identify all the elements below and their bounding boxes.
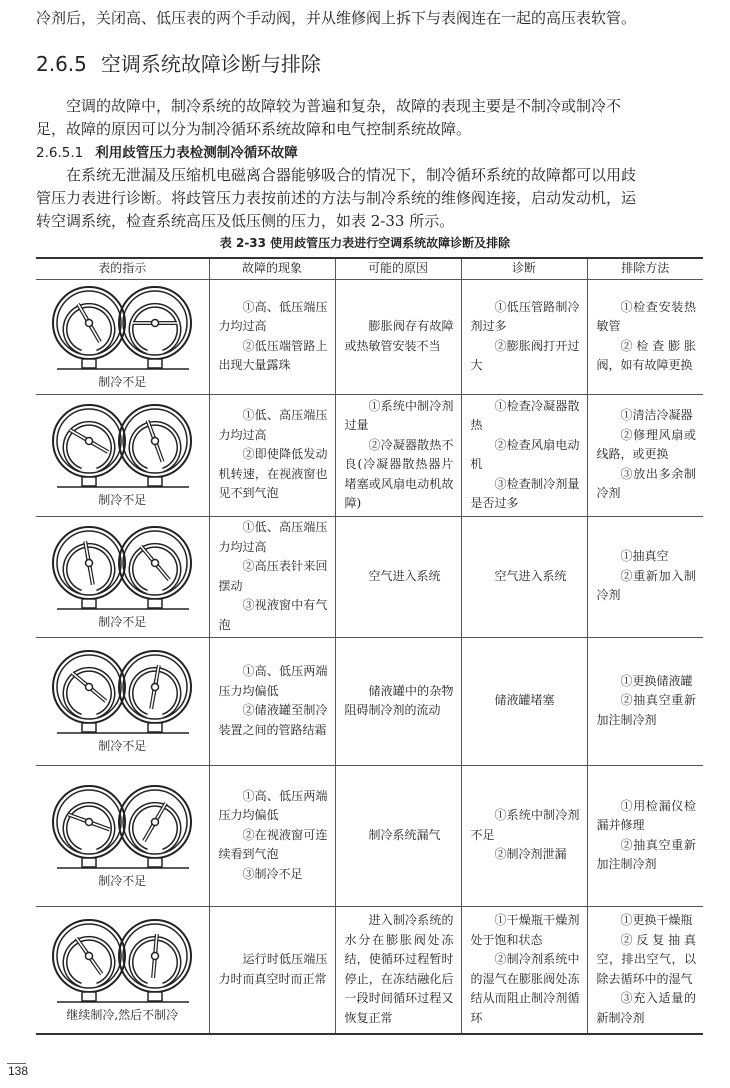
header-cause: 可能的原因 [335, 258, 461, 279]
subsection-title: 利用歧管压力表检测制冷循环故障 [95, 145, 298, 161]
diagnosis-text: 空气进入系统 [494, 568, 567, 583]
cause-cell [335, 637, 461, 765]
indication-cell [36, 279, 209, 394]
paragraph-line: 在系统无泄漏及压缩机电磁离合器能够吸合的情况下，制冷循环系统的故障都可以用歧 [66, 166, 637, 184]
remedy-text: ③放出多余制冷剂 [596, 466, 696, 501]
high-pressure-gauge-icon [119, 287, 191, 368]
indication-cell [36, 394, 209, 516]
cause-text: 进入制冷系统的水分在膨胀阀处冻结，使循环过程暂时停止，在冻结融化后一段时间循环过程又恢复正常 [344, 913, 454, 1025]
diagnosis-text: ②检查风扇电动机 [470, 437, 580, 471]
remedy-text: ①检查安装热敏管 [596, 299, 696, 333]
cause-cell [335, 906, 461, 1034]
manifold-gauges-icon [37, 281, 207, 371]
symptom-text: ②低压端管路上出现大量露珠 [218, 338, 328, 372]
diagnosis-text: 储液罐堵塞 [494, 693, 555, 708]
page-number: 138 [8, 1064, 29, 1078]
remedy-text: ②抽真空重新加注制冷剂 [596, 837, 696, 871]
header-symptom: 故障的现象 [209, 258, 335, 279]
symptom-text: ③制冷不足 [242, 866, 303, 881]
cause-text: 空气进入系统 [368, 568, 441, 583]
diagnosis-cell [461, 906, 587, 1034]
table-row [36, 279, 703, 394]
cause-text: ②冷凝器散热不良(冷凝器散热器片堵塞或风扇电动机故障) [344, 437, 454, 510]
symptom-text: ①高、低压端压力均过高 [218, 299, 328, 333]
remedy-text: ①清洁冷凝器 [620, 408, 693, 423]
diagnosis-cell [461, 516, 587, 637]
table-row [36, 516, 703, 637]
indication-label: 制冷不足 [98, 614, 147, 629]
section-number: 2.6.5 [36, 52, 87, 76]
symptom-cell [209, 637, 335, 765]
symptom-text: ②高压表针来回摆动 [218, 559, 328, 593]
header-diagnosis: 诊断 [461, 258, 587, 279]
paragraph-line: 转空调系统，检查系统高压及低压侧的压力，如表 2-33 所示。 [36, 212, 455, 230]
high-pressure-gauge-icon [119, 405, 191, 486]
manifold-gauges-icon [37, 399, 207, 489]
diagnosis-text: ①检查冷凝器散热 [470, 398, 580, 432]
subsection-heading [36, 141, 298, 161]
header-indication: 表的指示 [36, 258, 209, 279]
table-header-row [36, 258, 703, 279]
remedy-text: ①更换干燥瓶 [620, 913, 693, 928]
diagnosis-cell [461, 394, 587, 516]
remedy-text: ①抽真空 [620, 549, 669, 564]
indication-label: 制冷不足 [98, 374, 147, 389]
diagnosis-text: ①低压管路制冷剂过多 [470, 299, 580, 333]
diagnosis-text: ②制冷剂泄漏 [494, 847, 567, 862]
cause-text: 膨胀阀存有故障或热敏管安装不当 [344, 319, 454, 353]
symptom-text: ②储液罐至制冷装置之间的管路结霜 [218, 703, 328, 737]
diagnosis-text: ③检查制冷剂量是否过多 [470, 476, 580, 510]
cause-cell [335, 394, 461, 516]
symptom-text: ②即使降低发动机转速，在视液窗也见不到气泡 [218, 447, 328, 501]
symptom-cell [209, 765, 335, 906]
symptom-text: ①低、高压端压力均过高 [218, 408, 328, 442]
diagnosis-cell [461, 279, 587, 394]
remedy-text: ②抽真空重新加注制冷剂 [596, 693, 696, 727]
intro-line: 冷剂后，关闭高、低压表的两个手动阀，并从维修阀上拆下与表阀连在一起的高压表软管。 [36, 9, 637, 27]
table-row [36, 906, 703, 1034]
symptom-text: ①高、低压两端压力均偏低 [218, 788, 328, 823]
manifold-gauges-icon [37, 914, 207, 1004]
low-pressure-gauge-icon [53, 287, 125, 368]
diagnosis-text: ②膨胀阀打开过大 [470, 338, 580, 372]
indication-label: 继续制冷,然后不制冷 [66, 1008, 179, 1022]
remedy-cell [587, 516, 703, 637]
indication-label: 制冷不足 [98, 739, 147, 754]
remedy-text: ②检查膨胀阀，如有故障更换 [596, 338, 696, 372]
table-row [36, 394, 703, 516]
diagnosis-table [36, 257, 703, 1035]
low-pressure-gauge-icon [53, 405, 125, 486]
high-pressure-gauge-icon [119, 920, 191, 1001]
indication-cell [36, 906, 209, 1034]
indication-cell [36, 516, 209, 637]
indication-label: 制冷不足 [98, 873, 147, 888]
manifold-gauges-icon [37, 521, 207, 611]
remedy-text: ①用检漏仪检漏并修理 [596, 798, 696, 832]
diagnosis-cell [461, 637, 587, 765]
table-row [36, 765, 703, 906]
symptom-cell [209, 394, 335, 516]
symptom-text: ①低、高压端压力均过高 [218, 520, 328, 554]
cause-text: 制冷系统漏气 [368, 827, 441, 842]
remedy-text: ②修理风扇或线路，或更换 [596, 427, 696, 462]
cause-cell [335, 765, 461, 906]
high-pressure-gauge-icon [119, 651, 191, 732]
remedy-cell [587, 394, 703, 516]
remedy-cell [587, 279, 703, 394]
low-pressure-gauge-icon [53, 527, 125, 608]
remedy-text: ③充入适量的新制冷剂 [596, 991, 696, 1025]
cause-text: 储液罐中的杂物阻碍制冷剂的流动 [344, 683, 454, 717]
table-row [36, 637, 703, 765]
table-caption: 表 2-33 使用歧管压力表进行空调系统故障诊断及排除 [219, 236, 511, 250]
symptom-cell [209, 279, 335, 394]
remedy-cell [587, 765, 703, 906]
cause-cell [335, 516, 461, 637]
remedy-cell [587, 906, 703, 1034]
low-pressure-gauge-icon [53, 920, 125, 1001]
low-pressure-gauge-icon [53, 651, 125, 732]
symptom-text: ③视液窗中有气泡 [218, 598, 328, 632]
symptom-text: ②在视液窗可连续看到气泡 [218, 827, 328, 862]
diagnosis-text: ①干燥瓶干燥剂处于饱和状态 [470, 913, 580, 947]
remedy-text: ②反复抽真空，排出空气，以除去循环中的湿气 [596, 932, 696, 986]
paragraph-line: 管压力表进行诊断。将歧管压力表按前述的方法与制冷系统的维修阀连接，启动发动机，运 [36, 189, 637, 207]
indication-cell [36, 765, 209, 906]
manifold-gauges-icon [37, 645, 207, 735]
diagnosis-text: ②制冷剂系统中的湿气在膨胀阀处冻结从而阻止制冷剂循环 [470, 952, 580, 1025]
paragraph-line: 足，故障的原因可以分为制冷循环系统故障和电气控制系统故障。 [36, 120, 472, 138]
low-pressure-gauge-icon [53, 786, 125, 867]
header-remedy: 排除方法 [587, 258, 703, 279]
high-pressure-gauge-icon [119, 786, 191, 867]
remedy-text: ②重新加入制冷剂 [596, 568, 696, 603]
high-pressure-gauge-icon [119, 527, 191, 608]
indication-label: 制冷不足 [98, 493, 147, 508]
cause-text: ①系统中制冷剂过量 [344, 398, 454, 432]
diagnosis-cell [461, 765, 587, 906]
paragraph-line: 空调的故障中，制冷系统的故障较为普遍和复杂，故障的表现主要是不制冷或制冷不 [66, 97, 622, 115]
section-heading [36, 48, 321, 77]
diagnosis-text: ①系统中制冷剂不足 [470, 808, 580, 842]
manifold-gauges-icon [37, 780, 207, 870]
section-title: 空调系统故障诊断与排除 [100, 52, 321, 76]
indication-cell [36, 637, 209, 765]
remedy-cell [587, 637, 703, 765]
symptom-cell [209, 906, 335, 1034]
remedy-text: ①更换储液罐 [620, 673, 693, 688]
cause-cell [335, 279, 461, 394]
subsection-number: 2.6.5.1 [36, 145, 84, 161]
symptom-cell [209, 516, 335, 637]
symptom-text: 运行时低压端压力时而真空时而正常 [218, 952, 328, 986]
symptom-text: ①高、低压两端压力均偏低 [218, 664, 328, 698]
